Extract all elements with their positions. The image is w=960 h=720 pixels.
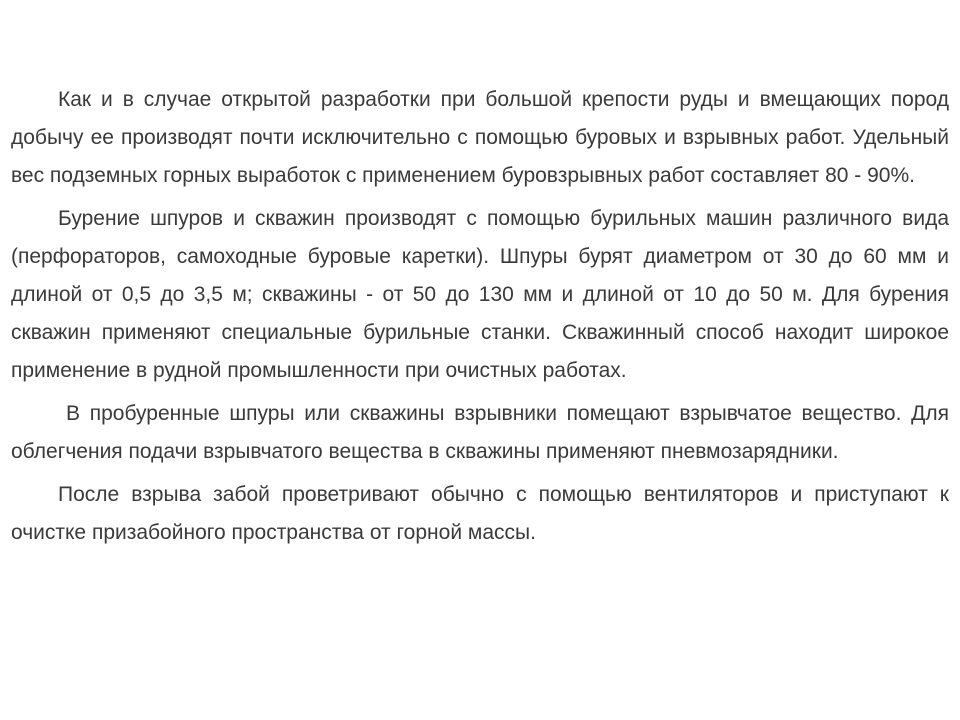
paragraph-open-pit-comparison: Как и в случае открытой разработки при большой крепости руды и вмещающих пород добычу ее производят почти исключительно с помощью буровых и взрывных работ. Удельный вес подземных горных выработок с применением буровзрывных работ составляет 80 - 90%.: [11, 88, 949, 187]
paragraph-ventilation-cleanup: После взрыва забой проветривают обычно с помощью вентиляторов и приступают к очистке призабойного пространства от горной массы.: [11, 483, 949, 544]
paragraph-explosives-loading: В пробуренные шпуры или скважины взрывники помещают взрывчатое вещество. Для облегчения подачи взрывчатого вещества в скважины применяют пневмозарядники.: [11, 402, 949, 463]
text-block: [11, 81, 949, 552]
paragraph-drilling: Бурение шпуров и скважин производят с помощью бурильных машин различного вида (перфораторов, самоходные буровые каретки). Шпуры бурят диаметром от 30 до 60 мм и длиной от 0,5 до 3,5 м; скважины - от 50 до 130 мм и длиной от 10 до 50 м. Для бурения скважин применяют специальные бурильные станки. Скважинный способ находит широкое применение в рудной промышленности при очистных работах.: [11, 207, 949, 382]
